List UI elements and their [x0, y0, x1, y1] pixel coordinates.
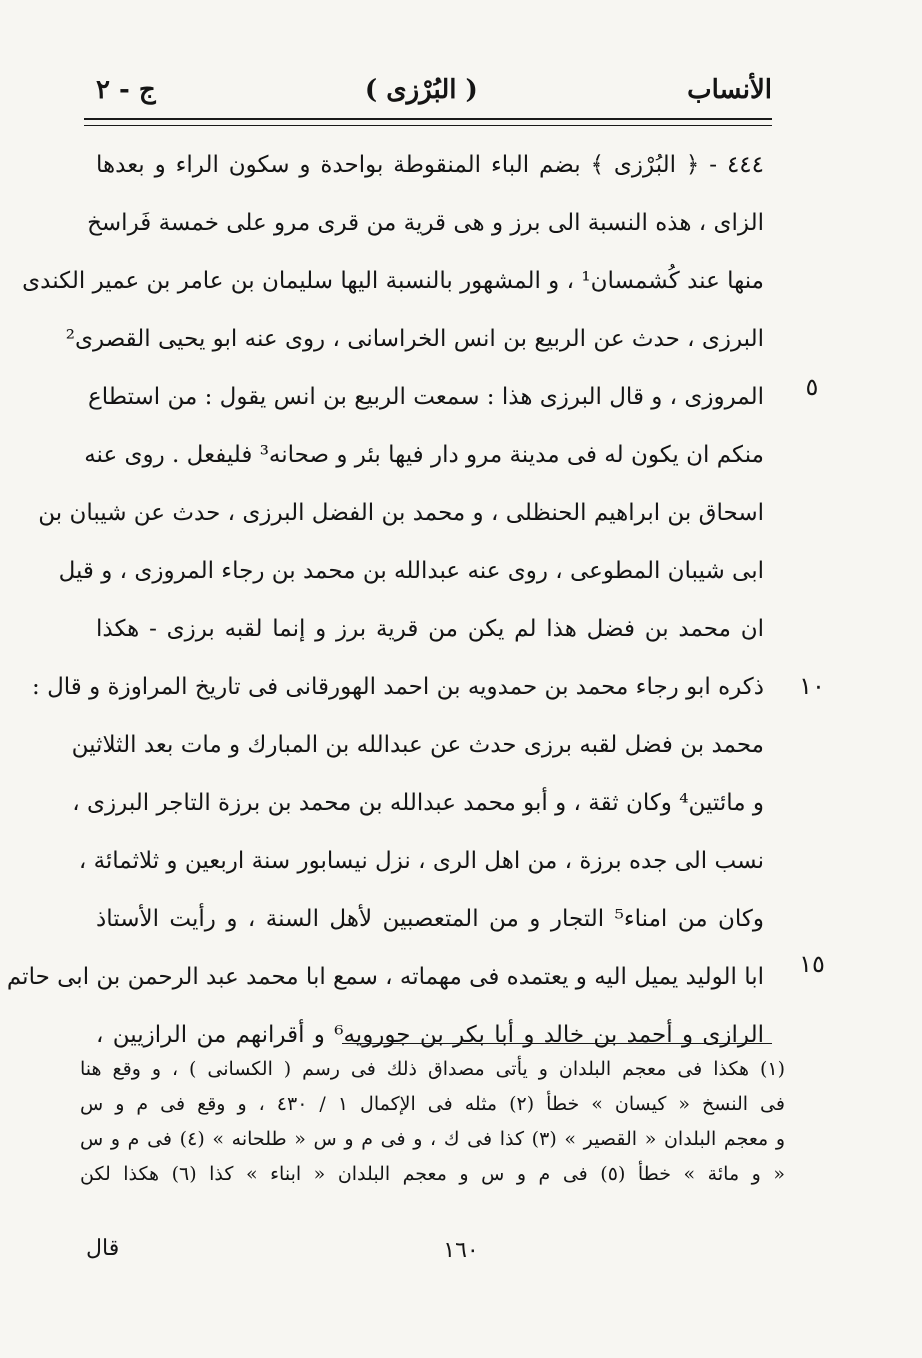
text-line: المروزى ، و قال البرزى هذا : سمعت الربيع بن انس يقول : من استطاع: [87, 384, 764, 410]
text-line: اسحاق بن ابراهيم الحنظلى ، و محمد بن الفضل البرزى ، حدث عن شيبان بن: [38, 500, 764, 526]
catchword: قال: [86, 1236, 120, 1261]
line-number-10: ١٠: [799, 672, 825, 700]
text-line: منها عند كُشمسان¹ ، و المشهور بالنسبة اليها سليمان بن عامر بن عمير الكندى: [22, 268, 764, 294]
text-line: ٤٤٤ - ﴿ البُرْزى ﴾ بضم الباء المنقوطة بواحدة و سكون الراء و بعدها: [96, 152, 764, 178]
text-line: وكان من امناء⁵ التجار و من المتعصبين لأهل السنة ، و رأيت الأستاذ: [96, 906, 764, 932]
text-line: الرازى و أحمد بن خالد و أبا بكر بن جورويه⁶ و أقرانهم من الرازيين ،: [96, 1022, 765, 1048]
text-line: منكم ان يكون له فى مدينة مرو دار فيها بئر و صحانه³ فليفعل . روى عنه: [84, 442, 764, 468]
line-number-5: ٥: [805, 373, 819, 401]
header-rule-thin: [84, 125, 772, 126]
footnote-rule: [342, 1043, 772, 1044]
text-line: ان محمد بن فضل هذا لم يكن من قرية برز و إنما لقبه برزى - هكذا: [96, 616, 764, 642]
main-text: [6, 136, 765, 1064]
footnote-line: (١) هكذا فى معجم البلدان و يأتى مصداق ذلك فى رسم ( الكسانى ) ، و وقع هنا: [80, 1058, 785, 1080]
footnotes: [80, 1052, 785, 1192]
volume-label: ج - ٢: [96, 75, 156, 105]
page-number: ١٦٠: [443, 1238, 479, 1263]
header-rule-thick: [84, 118, 772, 120]
book-title: الأنساب: [687, 75, 772, 105]
footnote-line: و معجم البلدان « القصير » (٣) كذا فى ك ، و فى م و س « طلحانه » (٤) فى م و س: [80, 1128, 786, 1150]
running-header: [96, 70, 772, 110]
footnote-line: فى النسخ « كيسان » خطأ (٢) مثله فى الإكمال ١ / ٤٣٠ ، و وقع فى م و س: [80, 1093, 785, 1115]
text-line: الزاى ، هذه النسبة الى برز و هى قرية من قرى مرو على خمسة فَراسخ: [87, 210, 764, 236]
text-line: ابى شيبان المطوعى ، روى عنه عبدالله بن محمد بن رجاء المروزى ، و قيل: [58, 558, 764, 584]
footnote-line: « و مائة » خطأ (٥) فى م و س و معجم البلدان « ابناء » كذا (٦) هكذا لكن: [80, 1163, 785, 1185]
text-line: محمد بن فضل لقبه برزى حدث عن عبدالله بن المبارك و مات بعد الثلاثين: [71, 732, 764, 758]
text-line: ذكره ابو رجاء محمد بن حمدويه بن احمد الهورقانى فى تاريخ المراوزة و قال :: [32, 674, 764, 700]
entry-title: ( البُرْزى ): [364, 75, 478, 105]
text-line: البرزى ، حدث عن الربيع بن انس الخراسانى ، روى عنه ابو يحيى القصرى²: [65, 326, 764, 352]
text-line: نسب الى جده برزة ، من اهل الرى ، نزل نيسابور سنة اربعين و ثلاثمائة ،: [78, 848, 764, 874]
line-number-15: ١٥: [799, 950, 825, 978]
text-line: ابا الوليد يميل اليه و يعتمده فى مهماته ، سمع ابا محمد عبد الرحمن بن ابى حاتم: [6, 964, 764, 990]
text-line: و مائتين⁴ وكان ثقة ، و أبو محمد عبدالله بن محمد بن برزة التاجر البرزى ،: [72, 790, 764, 816]
